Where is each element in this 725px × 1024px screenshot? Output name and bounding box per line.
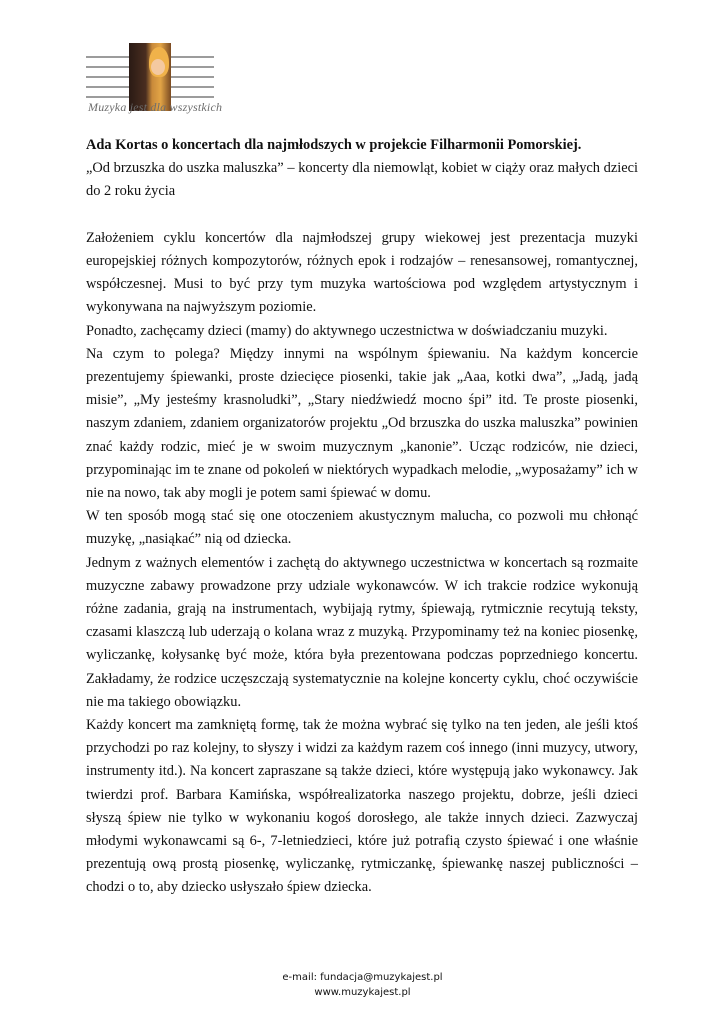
- article: [86, 134, 638, 900]
- paragraph: W ten sposób mogą stać się one otoczeniem akustycznym malucha, co pozwoli mu chłonąć muzykę, „nasiąkać” nią od dziecka.: [86, 508, 638, 548]
- article-subtitle: „Od brzuszka do uszka maluszka” – koncerty dla niemowląt, kobiet w ciąży oraz małych dzieci do 2 roku życia: [86, 160, 638, 200]
- footer-website: www.muzykajest.pl: [314, 987, 411, 998]
- paragraph: Na czym to polega? Między innymi na wspólnym śpiewaniu. Na każdym koncercie prezentujemy śpiewanki, proste dziecięce piosenki, takie jak „Aaa, kotki dwa”, „Jadą, jadą misie”, „My jesteśmy krasnoludki”, „Stary niedźwiedź mocno śpi” itd. Te proste piosenki, naszym zdaniem, zdaniem organizatorów projektu „Od brzuszka do uszka maluszka” powinien znać każdy rodzic, mieć je w swoim muzycznym „kanonie”. Ucząc rodziców, nie dzieci, przypominając im te znane od pokoleń w niektórych wypadkach melodie, „wyposażamy” ich w nie na nowo, tak aby mogli je potem sami śpiewać w domu.: [86, 345, 638, 502]
- article-title: Ada Kortas o koncertach dla najmłodszych w projekcie Filharmonii Pomorskiej.: [86, 137, 582, 153]
- footer-email: e-mail: fundacja@muzykajest.pl: [282, 972, 443, 983]
- logo-caption: Muzyka jest dla wszystkich: [88, 100, 223, 114]
- paragraph: Założeniem cyklu koncertów dla najmłodszej grupy wiekowej jest prezentacja muzyki europejskiej różnych kompozytorów, różnych epok i rodzajów – renesansowej, romantycznej, współczesnej. Musi to być przy tym muzyka wartościowa pod względem artystycznym i wykonywana na najwyższym poziomie.: [86, 229, 638, 316]
- paragraph: Ponadto, zachęcamy dzieci (mamy) do aktywnego uczestnictwa w doświadczaniu muzyki.: [86, 322, 608, 339]
- paragraph: Każdy koncert ma zamkniętą formę, tak że można wybrać się tylko na ten jeden, ale jeśli ktoś przychodzi po raz kolejny, to słyszy i widzi za każdym razem coś innego (inni muzycy, utwory, instrumenty itd.). Na koncert zapraszane są także dzieci, które występują jako wykonawcy. Jak twierdzi prof. Barbara Kamińska, współrealizatorka naszego projektu, dobrze, jeśli dzieci słyszą śpiew nie tylko w wykonaniu kogoś dorosłego, ale także innych dzieci. Zazwyczaj młodymi wykonawcami są 6-, 7-letniedzieci, które już potrafią czysto śpiewać i one właśnie prezentują ową prostą piosenkę, wyliczankę, rytmiczankę, śpiewankę naszej publiczności – chodzi o to, aby dziecko usłyszało śpiew dziecka.: [86, 717, 638, 896]
- logo: [86, 40, 226, 120]
- paragraph: Jednym z ważnych elementów i zachętą do aktywnego uczestnictwa w koncertach są rozmaite muzyczne zabawy prowadzone przy udziale wykonawców. W ich trakcie rodzice wykonują różne zadania, grają na instrumentach, wybijają rytmy, śpiewają, rytmicznie recytują teksty, czasami klaszczą lub uderzają o kolana wraz z muzyką. Przypominamy też na koniec piosenkę, wyliczankę, kołysankę być może, która była prezentowana podczas poprzedniego koncertu. Zakładamy, że rodzice uczęszczają systematycznie na kolejne koncerty cyklu, choć oczywiście nie ma takiego obowiązku.: [86, 554, 638, 710]
- footer: [0, 970, 725, 1000]
